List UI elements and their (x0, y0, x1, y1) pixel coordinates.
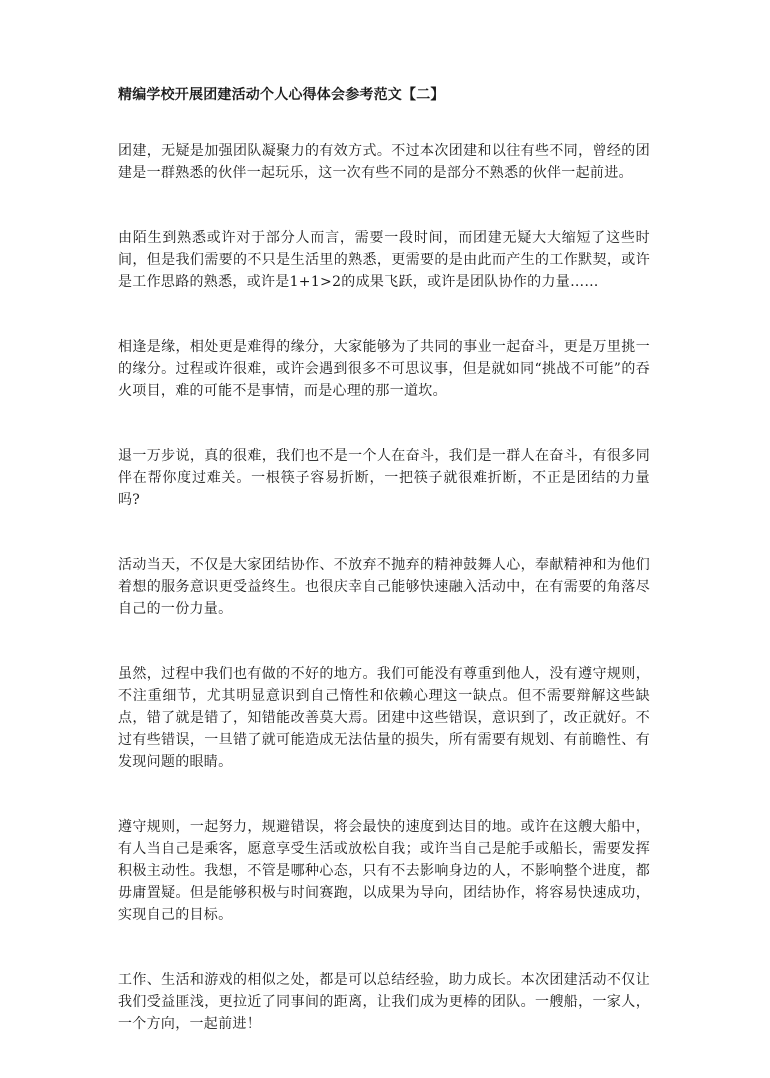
paragraph-5: 活动当天，不仅是大家团结协作、不放弃不抛弃的精神鼓舞人心，奉献精神和为他们着想的服务意识更受益终生。也很庆幸自己能够快速融入活动中，在有需要的角落尽自己的一份力量。 (118, 557, 650, 617)
document-title: 精编学校开展团建活动个人心得体会参考范文【二】 (118, 87, 445, 103)
paragraph-3: 相逢是缘，相处更是难得的缘分，大家能够为了共同的事业一起奋斗，更是万里挑一的缘分。过程或许很难，或许会遇到很多不可思议事，但是就如同“挑战不可能”的吞火项目，难的可能不是事情，而是心理的那一道坎。 (118, 339, 650, 399)
paragraph-1: 团建，无疑是加强团队凝聚力的有效方式。不过本次团建和以往有些不同，曾经的团建是一群熟悉的伙伴一起玩乐，这一次有些不同的是部分不熟悉的伙伴一起前进。 (118, 143, 650, 181)
paragraph-6: 虽然，过程中我们也有做的不好的地方。我们可能没有尊重到他人，没有遵守规则，不注重细节，尤其明显意识到自己惰性和依赖心理这一缺点。但不需要辩解这些缺点，错了就是错了，知错能改善莫大焉。团建中这些错误，意识到了，改正就好。不过有些错误，一旦错了就可能造成无法估量的损失，所有需要有规划、有前瞻性、有发现问题的眼睛。 (118, 666, 650, 770)
paragraph-4: 退一万步说，真的很难，我们也不是一个人在奋斗，我们是一群人在奋斗，有很多同伴在帮你度过难关。一根筷子容易折断，一把筷子就很难折断，不正是团结的力量吗? (118, 448, 650, 508)
paragraph-8: 工作、生活和游戏的相似之处，都是可以总结经验，助力成长。本次团建活动不仅让我们受益匪浅，更拉近了同事间的距离，让我们成为更棒的团队。一艘船，一家人，一个方向，一起前进！ (118, 972, 650, 1032)
document-page (118, 84, 650, 1078)
paragraph-2: 由陌生到熟悉或许对于部分人而言，需要一段时间，而团建无疑大大缩短了这些时间，但是我们需要的不只是生活里的熟悉，更需要的是由此而产生的工作默契，或许是工作思路的熟悉，或许是1+1>2的成果飞跃，或许是团队协作的力量…… (118, 230, 650, 290)
paragraph-7: 遵守规则，一起努力，规避错误，将会最快的速度到达目的地。或许在这艘大船中，有人当自己是乘客，愿意享受生活或放松自我；或许当自己是舵手或船长，需要发挥积极主动性。我想，不管是哪种心态，只有不去影响身边的人，不影响整个进度，都毋庸置疑。但是能够积极与时间赛跑，以成果为导向，团结协作，将容易快速成功，实现自己的目标。 (118, 819, 650, 923)
